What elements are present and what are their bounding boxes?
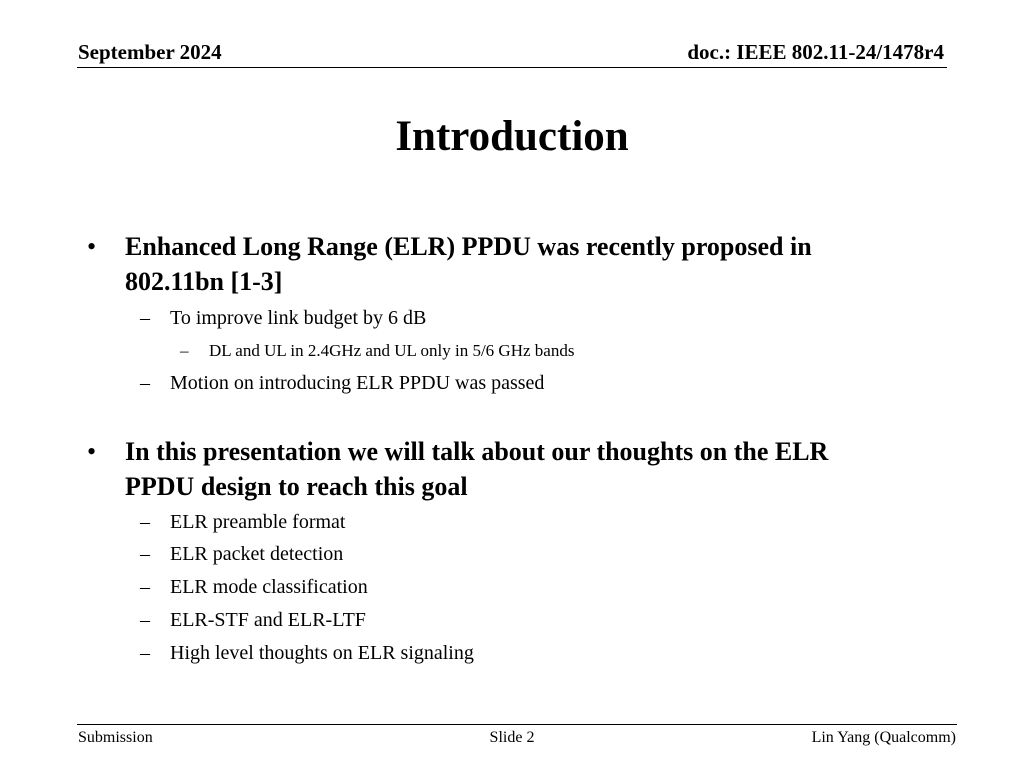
footer-divider: [77, 724, 957, 725]
dash-marker: –: [140, 372, 150, 394]
bullet-text: 802.11bn [1-3]: [125, 267, 283, 296]
sub-bullet-text: ELR preamble format: [170, 511, 346, 533]
slide-title: Introduction: [395, 113, 629, 160]
dash-marker: –: [140, 307, 150, 329]
sub-bullet-text: ELR mode classification: [170, 576, 368, 598]
bullet-marker: •: [87, 232, 97, 261]
sub-bullet-text: ELR-STF and ELR-LTF: [170, 609, 366, 631]
dash-marker: –: [140, 609, 150, 631]
sub-bullet-text: To improve link budget by 6 dB: [170, 307, 427, 329]
sub-sub-bullet-text: DL and UL in 2.4GHz and UL only in 5/6 GHz bands: [209, 341, 575, 360]
dash-marker: –: [140, 511, 150, 533]
dash-marker: –: [140, 642, 150, 664]
sub-bullet-text: ELR packet detection: [170, 543, 344, 565]
sub-bullet-text: Motion on introducing ELR PPDU was passed: [170, 372, 545, 394]
dash-marker: –: [140, 543, 150, 565]
footer-author: Lin Yang (Qualcomm): [811, 729, 956, 746]
bullet-text: Enhanced Long Range (ELR) PPDU was recently proposed in: [125, 232, 812, 261]
bullet-text: In this presentation we will talk about our thoughts on the ELR: [125, 437, 829, 466]
dash-marker: –: [180, 341, 189, 360]
dash-marker: –: [140, 576, 150, 598]
footer-submission: Submission: [78, 729, 153, 746]
sub-bullet-text: High level thoughts on ELR signaling: [170, 642, 474, 664]
header-date: September 2024: [78, 40, 222, 64]
bullet-text: PPDU design to reach this goal: [125, 472, 468, 501]
header-doc-id: doc.: IEEE 802.11-24/1478r4: [687, 40, 944, 64]
bullet-marker: •: [87, 437, 97, 466]
footer-slide-number: Slide 2: [489, 729, 535, 746]
